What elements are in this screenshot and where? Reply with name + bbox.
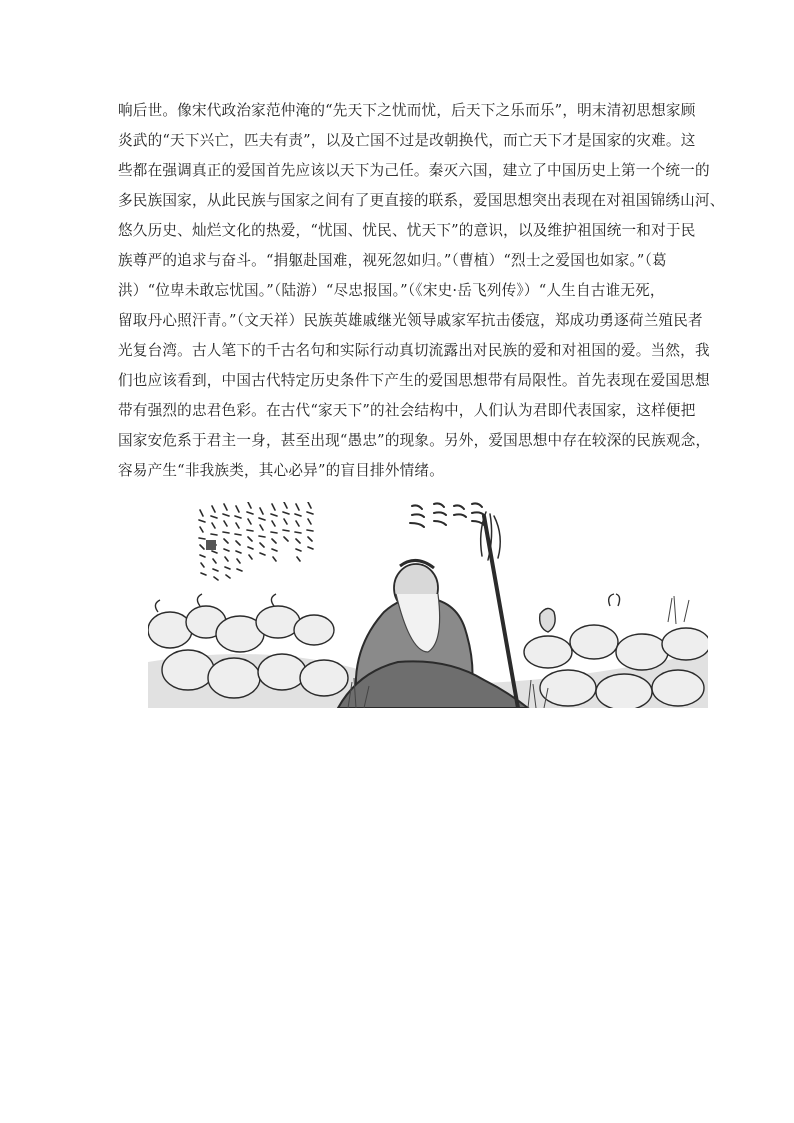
body-paragraph	[118, 96, 725, 486]
ink-painting-illustration	[148, 502, 708, 708]
text-line: 多民族国家，从此民族与国家之间有了更直接的联系，爱国思想突出表现在对祖国锦绣山河、	[118, 192, 725, 209]
text-line: 留取丹心照汗青。”（文天祥）民族英雄戚继光领导戚家军抗击倭寇，郑成功勇逐荷兰殖民者	[118, 312, 703, 329]
sheep-flock-left	[148, 594, 348, 698]
ink-painting-su-wu-herding-sheep	[148, 502, 708, 708]
calligraphy-inscription	[199, 502, 313, 580]
text-line: 些都在强调真正的爱国首先应该以天下为己任。秦灭六国，建立了中国历史上第一个统一的	[118, 162, 710, 179]
sheep-flock-right	[524, 594, 708, 708]
text-line: 炎武的“天下兴亡，匹夫有责”，以及亡国不过是改朝换代，而亡天下才是国家的灾难。这	[118, 132, 696, 149]
text-line: 响后世。像宋代政治家范仲淹的“先天下之忧而忧，后天下之乐而乐”，明末清初思想家顾	[118, 102, 696, 119]
title-calligraphy	[410, 503, 484, 527]
text-line: 族尊严的追求与奋斗。“捐躯赴国难，视死忽如归。”（曹植）“烈士之爱国也如家。”（葛	[118, 252, 667, 269]
text-line: 容易产生“非我族类，其心必异”的盲目排外情绪。	[118, 462, 444, 479]
seal-stamp	[206, 540, 216, 550]
text-line: 们也应该看到，中国古代特定历史条件下产生的爱国思想带有局限性。首先表现在爱国思想	[118, 372, 710, 389]
staff	[481, 512, 518, 708]
text-line: 国家安危系于君主一身，甚至出现“愚忠”的现象。另外，爱国思想中存在较深的民族观念，	[118, 432, 711, 449]
text-line: 光复台湾。古人笔下的千古名句和实际行动真切流露出对民族的爱和对祖国的爱。当然，我	[118, 342, 710, 359]
text-line: 洪）“位卑未敢忘忧国。”（陆游）“尽忠报国。”（《宋史·岳飞列传》）“人生自古谁无死，	[118, 282, 665, 299]
text-line: 悠久历史、灿烂文化的热爱，“忧国、忧民、忧天下”的意识，以及维护祖国统一和对于民	[118, 222, 696, 239]
text-line: 带有强烈的忠君色彩。在古代“家天下”的社会结构中，人们认为君即代表国家，这样便把	[118, 402, 696, 419]
